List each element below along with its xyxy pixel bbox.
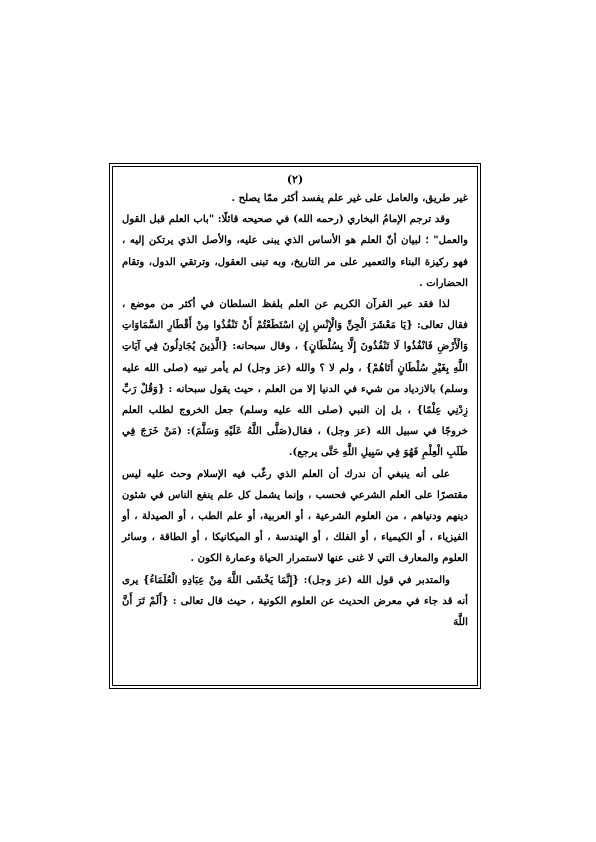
paragraph-1: غير طريق، والعامل على غير علم يفسد أكثر ممّا يصلح .	[231, 192, 468, 204]
paragraph-3: لذا فقد عبر القرآن الكريم عن العلم بلفظ السلطان في أكثر من موضع ، فقال تعالى: {يَا مَعْشَرَ الْجِنِّ وَالْإِنْسِ إِنِ اسْتَطَعْتُمْ أَنْ تَنْفُذُوا مِنْ أَقْطَارِ السَّمَاوَاتِ وَالْأَرْضِ فَانْفُذُوا لَا تَنْفُذُونَ إِلَّا بِسُلْطَانٍ} ، وقال سبحانه: {الَّذِينَ يُجَادِلُونَ فِي آيَاتِ اللَّهِ بِغَيْرِ سُلْطَانٍ أَتَاهُمْ} ، ولم لا ؟ والله (عز وجل) لم يأمر نبيه (صلى الله عليه وسلم) بالازدياد من شيء في الدنيا إلا من العلم ، حيث يقول سبحانه : {وَقُلْ رَبِّ زِدْنِي عِلْمًا} ، بل إن النبي (صلى الله عليه وسلم) جعل الخروج لطلب العلم خروجًا في سبيل الله (عز وجل) ، فقال(صَلَّى اللَّهُ عَلَيْهِ وَسَلَّمَ): (مَنْ خَرَجَ فِي طَلَبِ الْعِلْمِ فَهُوَ فِي سَبِيلِ اللَّهِ حَتَّى يرجع).	[122, 298, 468, 459]
paragraph-4: على أنه ينبغي أن ندرك أن العلم الذي رغّب فيه الإسلام وحث عليه ليس مقتصرًا على العلم الشرعي فحسب ، وإنما يشمل كل علم ينفع الناس في شئون دينهم ودنياهم ، من العلوم الشرعية ، أو العربية، أو علم الطب ، أو الصيدلة ، أو الفيزياء ، أو الكيمياء ، أو الفلك ، أو الهندسة ، أو الميكانيكا ، أو الطاقة ، وسائر العلوم والمعارف التي لا غنى عنها لاستمرار الحياة وعمارة الكون .	[122, 467, 468, 565]
paragraph-2: وقد ترجم الإمامُ البخاري (رحمه الله) في صحيحه قائلًا: "باب العلم قبل القول والعمل" ؛ لبيان أنّ العلم هو الأساس الذي يبنى عليه، والأصل الذي يرتكن إليه ، فهو ركيزة البناء والتعمير على مر التاريخ، وبه تبنى العقول، وترتقي الدول، وتقام الحضارات .	[122, 213, 468, 289]
paragraph-5: والمتدبر في قول الله (عز وجل): {إِنَّمَا يَخْشَى اللَّهَ مِنْ عِبَادِهِ الْعُلَمَاءُ} يرى أنه قد جاء في معرض الحديث عن العلوم الكونية ، حيث قال تعالى : {أَلَمْ تَرَ أَنَّ اللَّهَ	[122, 573, 468, 629]
page-frame	[109, 163, 481, 689]
page-number: (٢)	[286, 173, 304, 186]
